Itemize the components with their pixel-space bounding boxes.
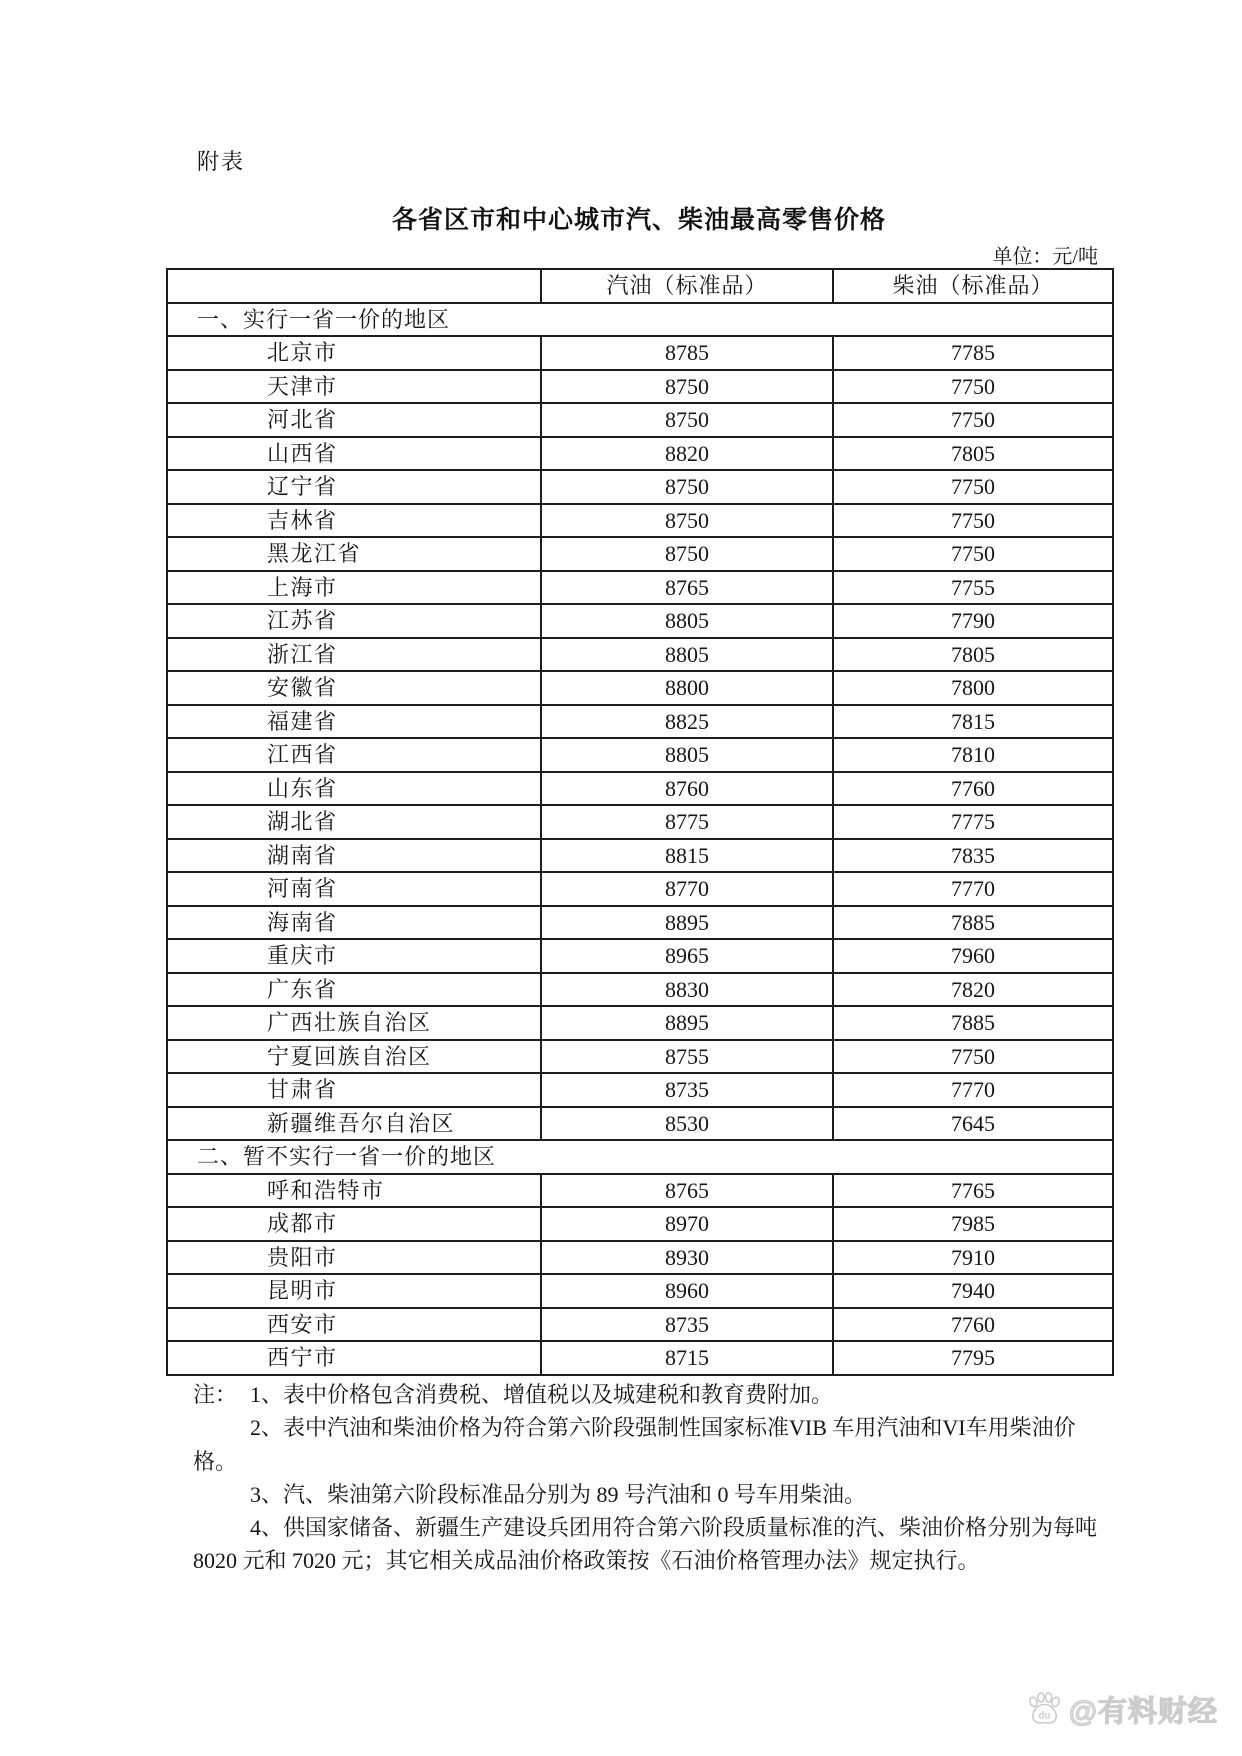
region-name: 江西省 [167, 738, 541, 772]
gasoline-price: 8825 [541, 705, 833, 739]
price-row [167, 336, 1113, 370]
region-name: 新疆维吾尔自治区 [167, 1107, 541, 1141]
diesel-price: 7820 [833, 973, 1113, 1007]
region-name: 贵阳市 [167, 1241, 541, 1275]
section-row [167, 1140, 1113, 1174]
diesel-price: 7810 [833, 738, 1113, 772]
table-header [167, 269, 1113, 303]
price-row [167, 1308, 1113, 1342]
gasoline-price: 8970 [541, 1207, 833, 1241]
price-row [167, 370, 1113, 404]
note-item: 3、汽、柴油第六阶段标准品分别为 89 号汽油和 0 号车用柴油。 [250, 1481, 867, 1507]
region-name: 成都市 [167, 1207, 541, 1241]
price-row [167, 738, 1113, 772]
gasoline-price: 8805 [541, 638, 833, 672]
gasoline-price: 8895 [541, 1006, 833, 1040]
gasoline-price: 8760 [541, 772, 833, 806]
region-name: 黑龙江省 [167, 537, 541, 571]
diesel-price: 7815 [833, 705, 1113, 739]
diesel-price: 7750 [833, 470, 1113, 504]
diesel-price: 7750 [833, 403, 1113, 437]
price-row [167, 1040, 1113, 1074]
region-name: 昆明市 [167, 1274, 541, 1308]
diesel-price: 7790 [833, 604, 1113, 638]
gasoline-price: 8895 [541, 906, 833, 940]
price-row [167, 906, 1113, 940]
gasoline-price: 8960 [541, 1274, 833, 1308]
region-name: 河南省 [167, 872, 541, 906]
gasoline-price: 8735 [541, 1308, 833, 1342]
diesel-price: 7750 [833, 537, 1113, 571]
diesel-price: 7750 [833, 370, 1113, 404]
gasoline-price: 8770 [541, 872, 833, 906]
section-header: 二、暂不实行一省一价的地区 [167, 1140, 1113, 1174]
section-row [167, 303, 1113, 337]
diesel-price: 7795 [833, 1341, 1113, 1375]
price-row [167, 805, 1113, 839]
diesel-price: 7770 [833, 1073, 1113, 1107]
diesel-price: 7885 [833, 1006, 1113, 1040]
region-name: 吉林省 [167, 504, 541, 538]
gasoline-price: 8765 [541, 1174, 833, 1208]
note-item: 注： 1、表中价格包含消费税、增值税以及城建税和教育费附加。 [193, 1382, 834, 1407]
region-name: 西宁市 [167, 1341, 541, 1375]
gasoline-price: 8930 [541, 1241, 833, 1275]
gasoline-price: 8530 [541, 1107, 833, 1141]
gasoline-price: 8800 [541, 671, 833, 705]
diesel-price: 7765 [833, 1174, 1113, 1208]
region-name: 山西省 [167, 437, 541, 471]
diesel-price: 7985 [833, 1207, 1113, 1241]
region-name: 呼和浩特市 [167, 1174, 541, 1208]
region-name: 天津市 [167, 370, 541, 404]
price-row [167, 504, 1113, 538]
note-item: 2、表中汽油和柴油价格为符合第六阶段强制性国家标准VIB 车用汽油和VI车用柴油价格。 [193, 1415, 1076, 1474]
diesel-price: 7960 [833, 939, 1113, 973]
price-table [166, 268, 1114, 1376]
region-name: 湖南省 [167, 839, 541, 873]
price-row [167, 1207, 1113, 1241]
diesel-price: 7835 [833, 839, 1113, 873]
column-header-diesel: 柴油（标准品） [833, 269, 1113, 303]
price-row [167, 1006, 1113, 1040]
notes-block [193, 1378, 1109, 1578]
region-name: 安徽省 [167, 671, 541, 705]
price-row [167, 537, 1113, 571]
diesel-price: 7775 [833, 805, 1113, 839]
gasoline-price: 8750 [541, 470, 833, 504]
region-name: 重庆市 [167, 939, 541, 973]
price-row [167, 671, 1113, 705]
price-row [167, 839, 1113, 873]
column-header-region [167, 269, 541, 303]
region-name: 广东省 [167, 973, 541, 1007]
region-name: 江苏省 [167, 604, 541, 638]
watermark-text: @有料财经 [1068, 1696, 1218, 1728]
diesel-price: 7755 [833, 571, 1113, 605]
gasoline-price: 8805 [541, 738, 833, 772]
price-row [167, 1274, 1113, 1308]
region-name: 上海市 [167, 571, 541, 605]
gasoline-price: 8830 [541, 973, 833, 1007]
baidu-paw-icon [1024, 1690, 1064, 1730]
diesel-price: 7750 [833, 504, 1113, 538]
paw-du-text: du [1038, 1710, 1051, 1721]
section-header: 一、实行一省一价的地区 [167, 303, 1113, 337]
region-name: 海南省 [167, 906, 541, 940]
price-row [167, 705, 1113, 739]
gasoline-price: 8750 [541, 504, 833, 538]
price-row [167, 772, 1113, 806]
region-name: 辽宁省 [167, 470, 541, 504]
region-name: 河北省 [167, 403, 541, 437]
diesel-price: 7910 [833, 1241, 1113, 1275]
table-body [167, 303, 1113, 1375]
price-row [167, 1073, 1113, 1107]
region-name: 广西壮族自治区 [167, 1006, 541, 1040]
document-title: 各省区市和中心城市汽、柴油最高零售价格 [391, 206, 886, 234]
gasoline-price: 8805 [541, 604, 833, 638]
region-name: 西安市 [167, 1308, 541, 1342]
price-row [167, 872, 1113, 906]
price-row [167, 403, 1113, 437]
price-row [167, 604, 1113, 638]
diesel-price: 7800 [833, 671, 1113, 705]
gasoline-price: 8755 [541, 1040, 833, 1074]
gasoline-price: 8765 [541, 571, 833, 605]
price-row [167, 1174, 1113, 1208]
price-row [167, 470, 1113, 504]
price-row [167, 1341, 1113, 1375]
diesel-price: 7760 [833, 772, 1113, 806]
gasoline-price: 8785 [541, 336, 833, 370]
column-header-gasoline: 汽油（标准品） [541, 269, 833, 303]
gasoline-price: 8815 [541, 839, 833, 873]
attachment-label: 附表 [197, 149, 246, 174]
diesel-price: 7760 [833, 1308, 1113, 1342]
region-name: 浙江省 [167, 638, 541, 672]
region-name: 甘肃省 [167, 1073, 541, 1107]
diesel-price: 7940 [833, 1274, 1113, 1308]
gasoline-price: 8735 [541, 1073, 833, 1107]
price-row [167, 939, 1113, 973]
region-name: 福建省 [167, 705, 541, 739]
price-row [167, 571, 1113, 605]
price-row [167, 437, 1113, 471]
diesel-price: 7770 [833, 872, 1113, 906]
price-row [167, 973, 1113, 1007]
price-row [167, 638, 1113, 672]
gasoline-price: 8750 [541, 537, 833, 571]
region-name: 山东省 [167, 772, 541, 806]
diesel-price: 7785 [833, 336, 1113, 370]
diesel-price: 7885 [833, 906, 1113, 940]
diesel-price: 7805 [833, 638, 1113, 672]
region-name: 宁夏回族自治区 [167, 1040, 541, 1074]
region-name: 北京市 [167, 336, 541, 370]
header-row [167, 269, 1113, 303]
diesel-price: 7750 [833, 1040, 1113, 1074]
note-item: 4、供国家储备、新疆生产建设兵团用符合第六阶段质量标准的汽、柴油价格分别为每吨 8020 元和 7020 元；其它相关成品油价格政策按《石油价格管理办法》规定执行。 [193, 1515, 1098, 1574]
gasoline-price: 8750 [541, 403, 833, 437]
gasoline-price: 8750 [541, 370, 833, 404]
gasoline-price: 8775 [541, 805, 833, 839]
region-name: 湖北省 [167, 805, 541, 839]
gasoline-price: 8715 [541, 1341, 833, 1375]
gasoline-price: 8965 [541, 939, 833, 973]
watermark [1024, 1689, 1218, 1730]
gasoline-price: 8820 [541, 437, 833, 471]
unit-label: 单位：元/吨 [992, 246, 1098, 268]
diesel-price: 7645 [833, 1107, 1113, 1141]
price-row [167, 1107, 1113, 1141]
notes-prefix: 注： [193, 1382, 238, 1407]
diesel-price: 7805 [833, 437, 1113, 471]
price-row [167, 1241, 1113, 1275]
